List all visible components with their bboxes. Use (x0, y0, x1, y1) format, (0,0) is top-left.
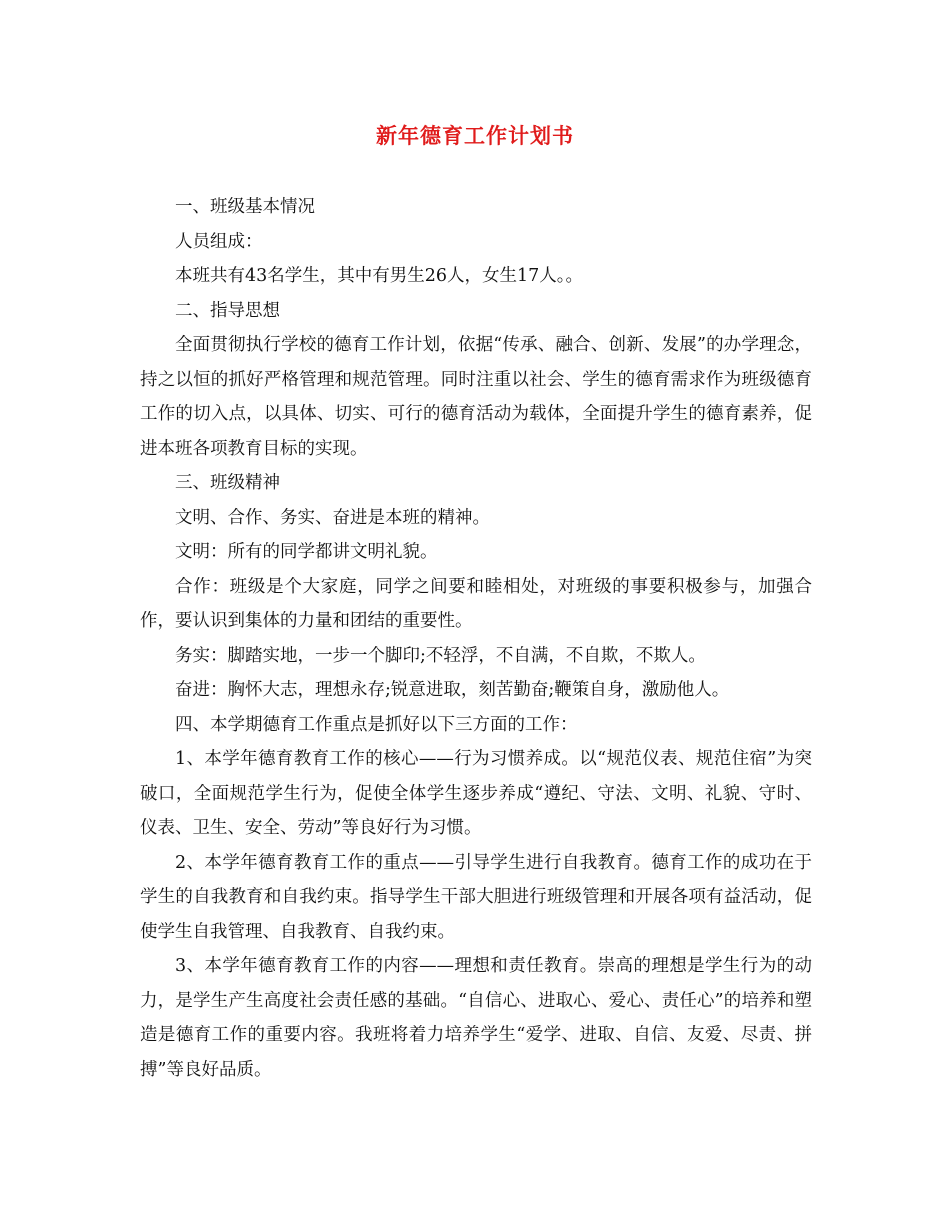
paragraph-progress: 奋进：胸怀大志，理想永存;锐意进取，刻苦勤奋;鞭策自身，激励他人。 (175, 680, 730, 700)
paragraph-civility: 文明：所有的同学都讲文明礼貌。 (175, 542, 438, 562)
section-heading-guiding-thought: 二、指导思想 (175, 300, 280, 321)
paragraph-guiding-thought: 全面贯彻执行学校的德育工作计划，依据“传承、融合、创新、发展”的办学理念，持之以恒的抓好严格管理和规范管理。同时注重以社会、学生的德育需求作为班级德育工作的切入点，以具体、切实、可行的德育活动为载体，全面提升学生的德育素养，促进本班各项教育目标的实现。 (140, 335, 812, 459)
paragraph-key-work-3: 3、本学年德育教育工作的内容——理想和责任教育。崇高的理想是学生行为的动力，是学生产生高度社会责任感的基础。“自信心、进取心、爱心、责任心”的培养和塑造是德育工作的重要内容。我班将着力培养学生“爱学、进取、自信、友爱、尽责、拼搏”等良好品质。 (140, 956, 812, 1080)
paragraph-pragmatism: 务实：脚踏实地，一步一个脚印;不轻浮，不自满，不自欺，不欺人。 (175, 645, 706, 666)
section-heading-class-spirit: 三、班级精神 (175, 473, 280, 493)
paragraph-staff-label: 人员组成： (175, 231, 263, 252)
section-heading-basic-info: 一、班级基本情况 (175, 197, 315, 217)
paragraph-key-work-2: 2、本学年德育教育工作的重点——引导学生进行自我教育。德育工作的成功在于学生的自我教育和自我约束。指导学生干部大胆进行班级管理和开展各项有益活动，促使学生自我管理、自我教育、自我约束。 (140, 852, 812, 942)
paragraph-cooperation: 合作：班级是个大家庭，同学之间要和睦相处，对班级的事要积极参与，加强合作，要认识到集体的力量和团结的重要性。 (140, 576, 812, 631)
section-heading-key-work: 四、本学期德育工作重点是抓好以下三方面的工作： (175, 714, 578, 735)
document-body (140, 190, 812, 1087)
paragraph-class-spirit: 文明、合作、务实、奋进是本班的精神。 (175, 507, 490, 528)
paragraph-class-size: 本班共有43名学生，其中有男生26人，女生17人。。 (175, 266, 584, 286)
paragraph-key-work-1: 1、本学年德育教育工作的核心——行为习惯养成。以“规范仪表、规范住宿”为突破口，全面规范学生行为，促使全体学生逐步养成“遵纪、守法、文明、礼貌、守时、仪表、卫生、安全、劳动”等良好行为习惯。 (140, 749, 812, 838)
document-title: 新年德育工作计划书 (376, 124, 574, 148)
